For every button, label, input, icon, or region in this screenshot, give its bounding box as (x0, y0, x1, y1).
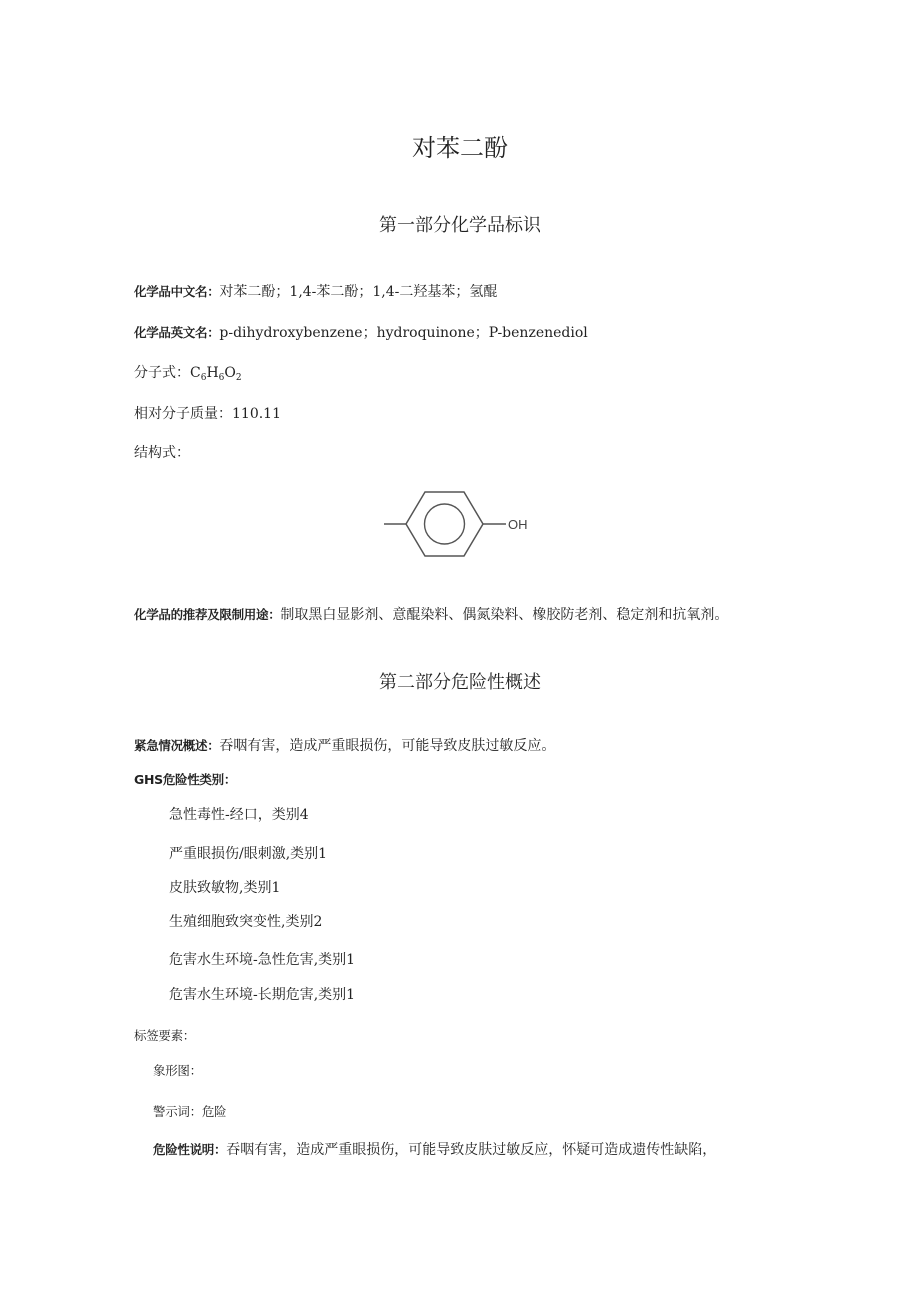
formula-row (134, 362, 242, 383)
emergency-row (134, 735, 555, 755)
ghs-item: 危害水生环境-急性危害,类别1 (169, 952, 356, 968)
signal-value: 危险 (201, 1104, 227, 1119)
use-row (134, 604, 728, 624)
mw-value: 110.11 (232, 406, 281, 422)
ghs-item: 急性毒性-经口，类别4 (169, 807, 309, 823)
document-title: 对苯二酚 (412, 134, 508, 162)
formula-h-count: 6 (218, 373, 225, 383)
oh-group-label: OH (508, 517, 528, 532)
use-label: 化学品的推荐及限制用途： (134, 607, 281, 622)
structure-label: 结构式： (134, 445, 190, 461)
aromatic-circle (425, 504, 465, 544)
mw-row (134, 403, 281, 423)
formula-label: 分子式： (134, 365, 190, 381)
ghs-item: 严重眼损伤/眼刺激,类别1 (169, 846, 328, 862)
use-value: 制取黑白显影剂、意醌染料、偶氮染料、橡胶防老剂、稳定剂和抗氧剂。 (280, 607, 729, 623)
emergency-label: 紧急情况概述： (134, 738, 220, 753)
benzene-ring (406, 492, 483, 556)
hazard-statement-label: 危险性说明： (153, 1142, 227, 1157)
part2-heading: 第二部分危险性概述 (379, 672, 541, 693)
emergency-value: 吞咽有害，造成严重眼损伤，可能导致皮肤过敏反应。 (219, 738, 556, 754)
en-name-label: 化学品英文名： (134, 325, 220, 340)
formula-h: H (206, 365, 219, 381)
hazard-statement-row (153, 1139, 716, 1159)
hazard-statement-value: 吞咽有害，造成严重眼损伤，可能导致皮肤过敏反应，怀疑可造成遗传性缺陷， (226, 1142, 717, 1158)
signal-label: 警示词： (153, 1104, 202, 1119)
ghs-item: 皮肤致敏物,类别1 (169, 880, 281, 896)
formula-o: O (224, 365, 236, 381)
formula-c: C (190, 365, 201, 381)
formula-c-count: 6 (200, 373, 207, 383)
pictogram-label: 象形图： (153, 1063, 202, 1078)
ghs-label: GHS危险性类别： (134, 772, 237, 787)
cn-name-row (134, 281, 497, 301)
label-elements-heading: 标签要素： (134, 1028, 196, 1043)
part1-heading: 第一部分化学品标识 (379, 215, 541, 236)
formula-o-count: 2 (235, 373, 242, 383)
cn-name-label: 化学品中文名： (134, 284, 220, 299)
signal-row (153, 1102, 226, 1120)
mw-label: 相对分子质量： (134, 406, 232, 422)
en-name-value: p-dihydroxybenzene；hydroquinone；P-benzenediol (219, 325, 588, 341)
en-name-row (134, 322, 588, 342)
structure-diagram (378, 484, 538, 564)
ghs-item: 危害水生环境-长期危害,类别1 (169, 987, 356, 1003)
ghs-item: 生殖细胞致突变性,类别2 (169, 914, 323, 930)
cn-name-value: 对苯二酚；1,4-苯二酚；1,4-二羟基苯；氢醌 (219, 284, 498, 300)
